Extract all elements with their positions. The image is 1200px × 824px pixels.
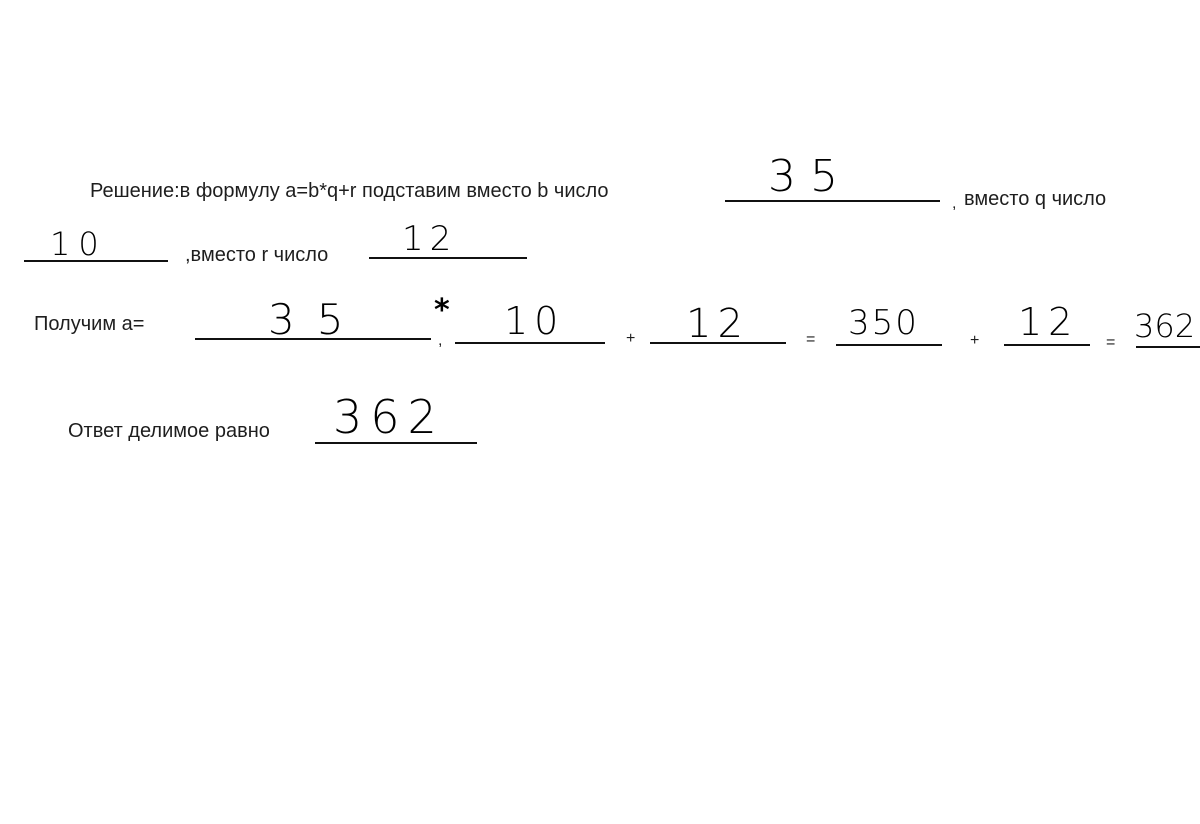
solution-text: Решение:в формулу a=b*q+r подставим вместо b число [90, 180, 609, 202]
b-answer: 35 [768, 151, 852, 202]
answer-blank [315, 442, 477, 444]
q-blank [24, 260, 168, 262]
answer-label: Ответ делимое равно [68, 420, 270, 442]
value-total: 362 [1134, 307, 1196, 345]
blank-remainder [1004, 344, 1090, 346]
plus-sign-1: + [626, 330, 636, 347]
blank-r [650, 342, 786, 344]
value-q: 10 [504, 299, 565, 343]
q-answer: 10 [50, 225, 107, 263]
blank-product [836, 344, 942, 346]
multiply-sign: * [434, 293, 450, 328]
b-blank [725, 200, 940, 202]
q-text: вместо q число [964, 188, 1107, 210]
value-r: 12 [686, 301, 749, 347]
r-text: ,вместо r число [185, 244, 329, 266]
value-product: 350 [848, 303, 919, 343]
plus-sign-2: + [970, 332, 980, 349]
blank-q [455, 342, 605, 344]
comma-mark: , [438, 332, 443, 349]
value-remainder: 12 [1018, 300, 1079, 344]
answer-value: 362 [333, 390, 445, 444]
blank-total [1136, 346, 1200, 348]
equals-sign-1: = [806, 331, 816, 348]
result-label: Получим а= [34, 313, 145, 335]
value-b: 35 [268, 295, 366, 344]
r-answer: 12 [402, 219, 458, 259]
equals-sign-2: = [1106, 334, 1116, 351]
blank-b [195, 338, 431, 340]
r-blank [369, 257, 527, 259]
comma-separator: , [952, 195, 957, 212]
